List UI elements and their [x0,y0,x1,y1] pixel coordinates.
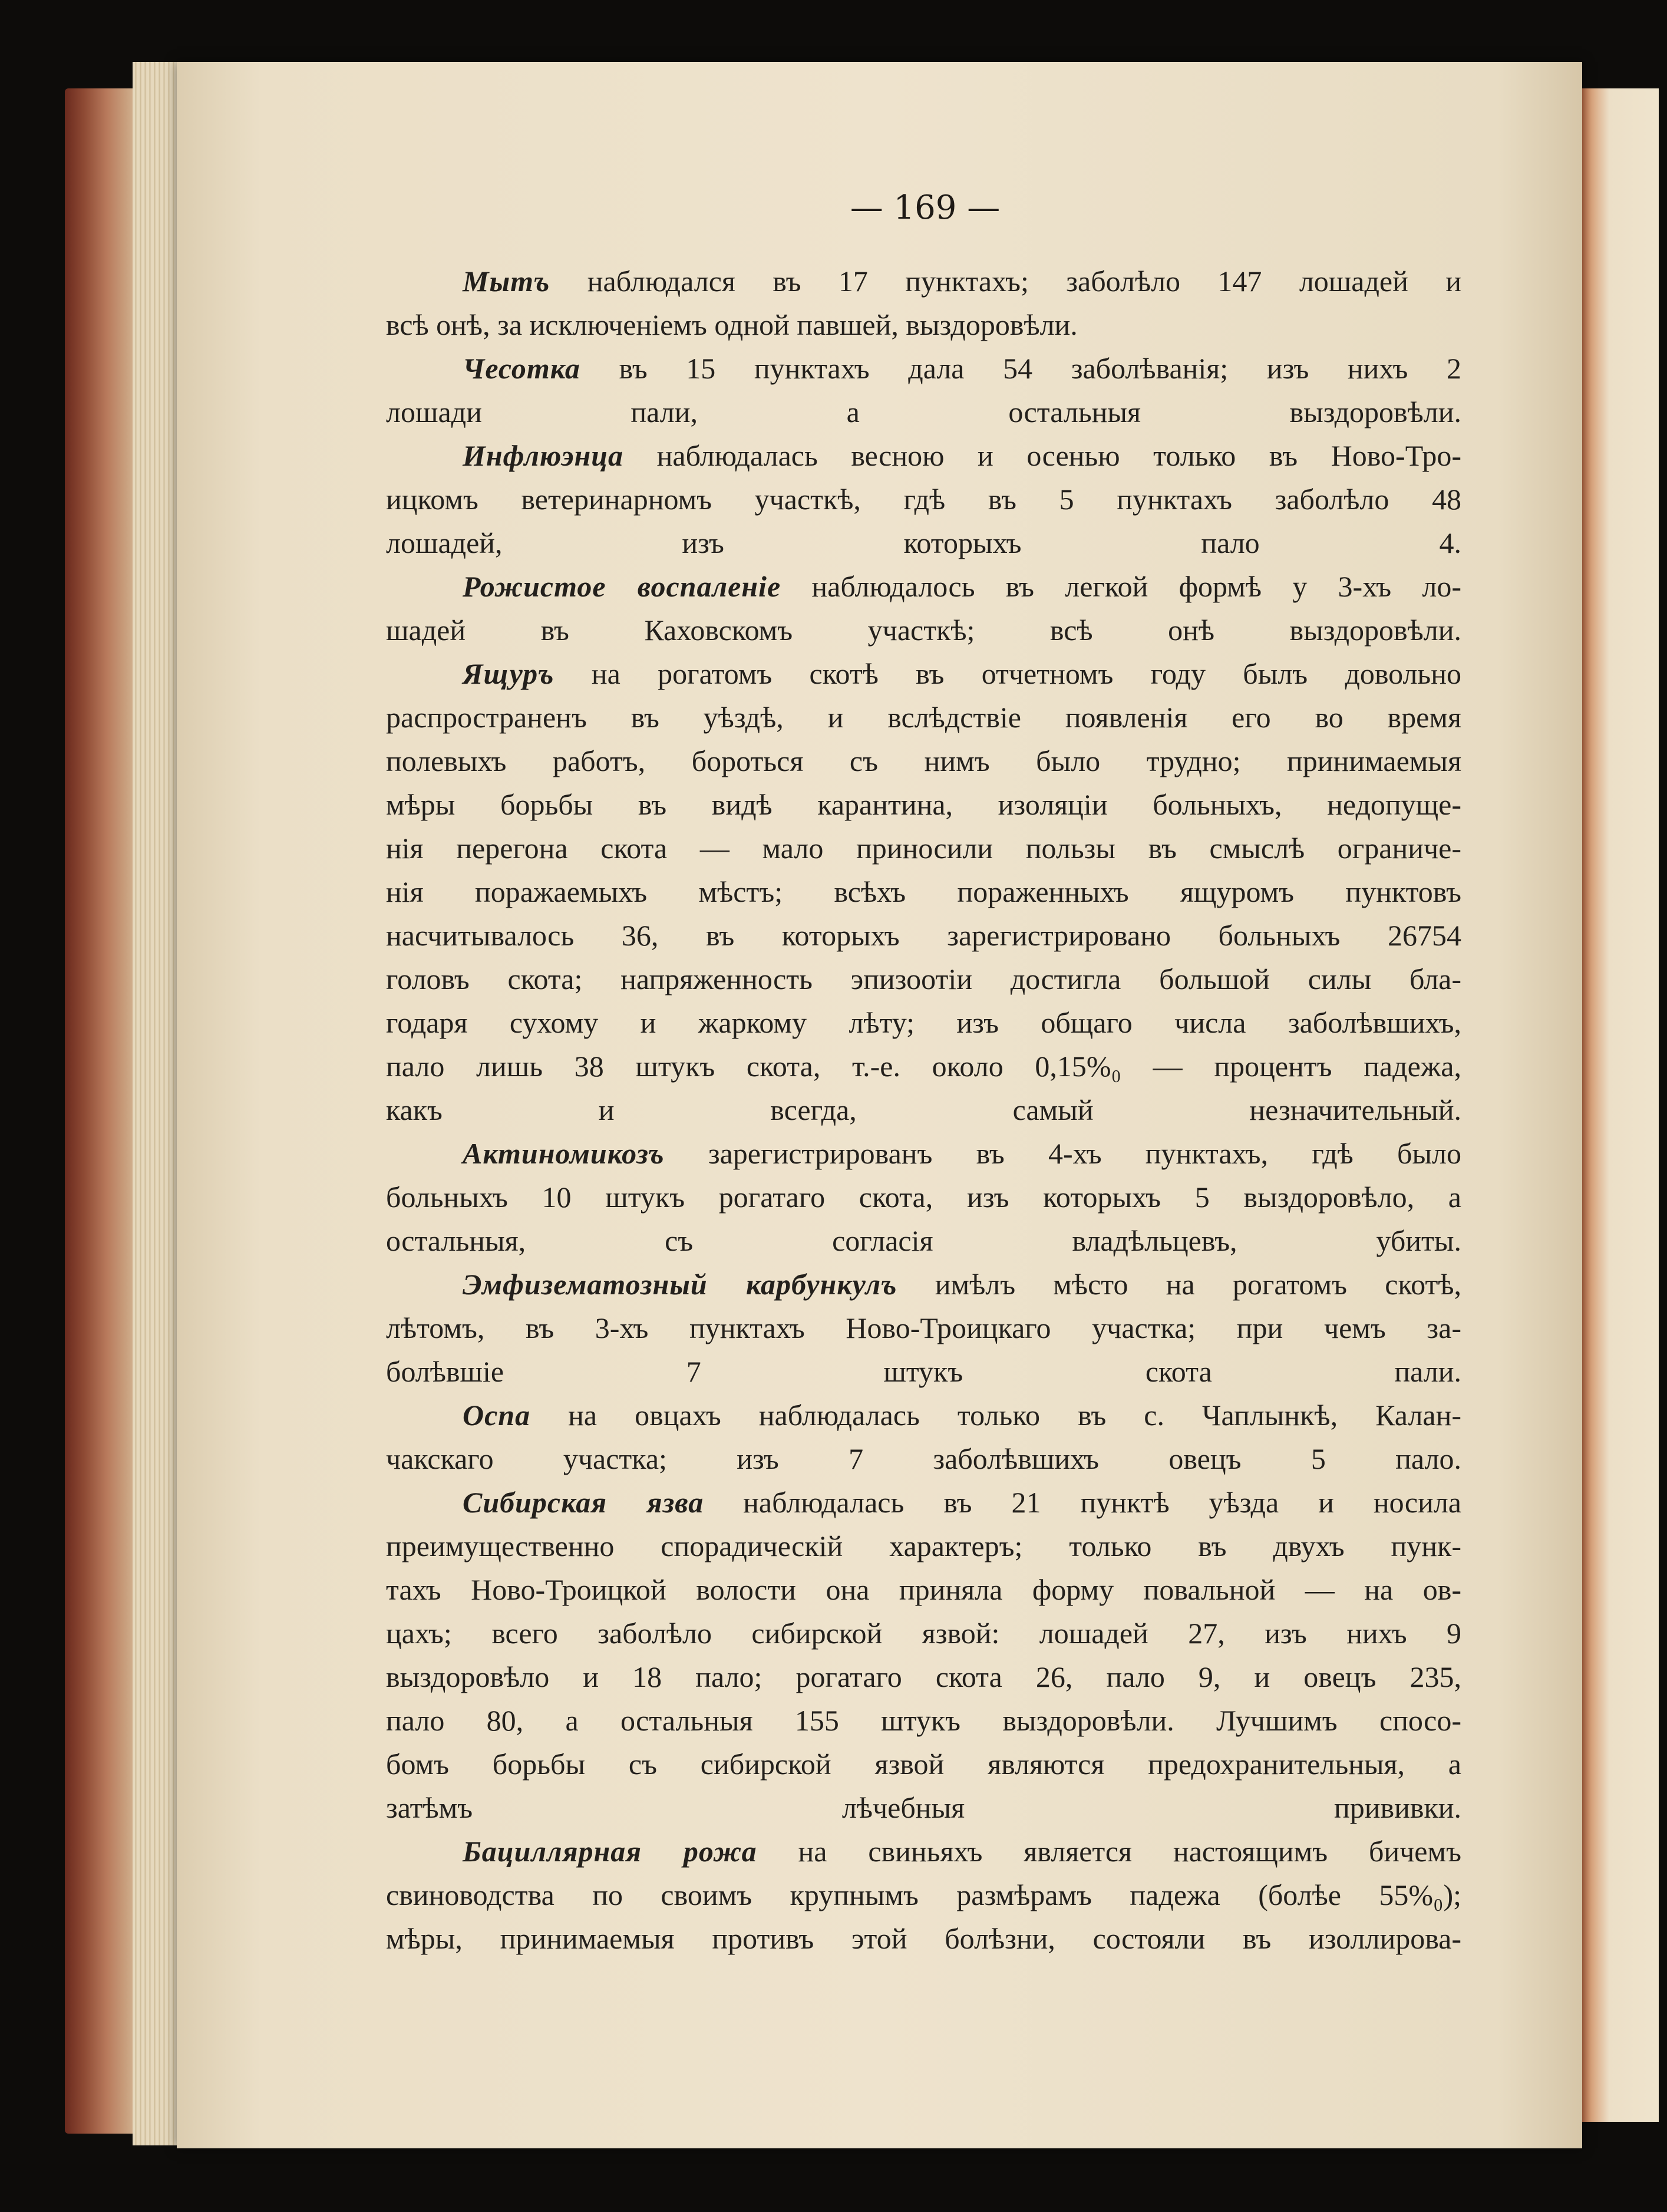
disease-term: Актиномикозъ [463,1137,665,1170]
paragraph-chesotka [386,347,1461,434]
text-line: шадей въ Каховскомъ участкѣ; всѣ онѣ выздоровѣли. [386,614,1461,647]
text-line: Ящуръ на рогатомъ скотѣ въ отчетномъ году былъ довольно [463,657,1461,690]
text-line: головъ скота; напряженность эпизоотіи достигла большой силы бла- [386,962,1461,995]
paragraph-influenza [386,434,1461,565]
paragraph-myt [386,259,1461,347]
facing-page-edge [1576,88,1659,2122]
paragraph-batsillyarnaya-rozha [386,1829,1461,1960]
page-number: — 169 — [850,189,1001,227]
text-line: цахъ; всего заболѣло сибирской язвой: лошадей 27, изъ нихъ 9 [386,1617,1461,1650]
paragraph-rozhistoe [386,565,1461,652]
text-line: годаря сухому и жаркому лѣту; изъ общаго числа заболѣвшихъ, [386,1006,1461,1039]
text-line: Мытъ наблюдался въ 17 пунктахъ; заболѣло 147 лошадей и [463,265,1461,298]
text-line: пало 80, а остальныя 155 штукъ выздоровѣли. Лучшимъ спосо- [386,1704,1461,1737]
text-line: свиноводства по своимъ крупнымъ размѣрамъ падежа (болѣе 55%₀); [386,1878,1461,1911]
text-line: насчитывалось 36, въ которыхъ зарегистрировано больныхъ 26754 [386,919,1461,952]
paragraph-ospa [386,1393,1461,1481]
disease-term: Эмфизематозный карбункулъ [463,1268,897,1301]
text-line: выздоровѣло и 18 пало; рогатаго скота 26, пало 9, и овецъ 235, [386,1660,1461,1693]
disease-term: Оспа [463,1399,531,1432]
text-line: Сибирская язва наблюдалась въ 21 пунктѣ уѣзда и носила [463,1486,1461,1519]
disease-term: Ящуръ [463,657,554,690]
text-line: затѣмъ лѣчебныя прививки. [386,1791,1461,1824]
text-line: лѣтомъ, въ 3-хъ пунктахъ Ново-Троицкаго участка; при чемъ за- [386,1311,1461,1344]
disease-term: Мытъ [463,265,550,298]
disease-term: Бациллярная рожа [463,1835,757,1868]
text-line: Актиномикозъ зарегистрированъ въ 4-хъ пунктахъ, гдѣ было [463,1137,1461,1170]
disease-term: Рожистое воспаленіе [463,570,781,603]
text-line: полевыхъ работъ, бороться съ нимъ было трудно; принимаемыя [386,744,1461,777]
book-cover-edge [65,88,141,2134]
text-line: мѣры борьбы въ видѣ карантина, изоляціи больныхъ, недопуще- [386,788,1461,821]
text-line: больныхъ 10 штукъ рогатаго скота, изъ которыхъ 5 выздоровѣло, а [386,1181,1461,1214]
disease-term: Инфлюэнца [463,439,624,472]
text-line: чакскаго участка; изъ 7 заболѣвшихъ овецъ 5 пало. [386,1442,1461,1475]
text-line: остальныя, съ согласія владѣльцевъ, убиты. [386,1224,1461,1257]
page-text [386,259,1461,1960]
text-line: нія поражаемыхъ мѣстъ; всѣхъ пораженныхъ ящуромъ пунктовъ [386,875,1461,908]
text-line: всѣ онѣ, за исключеніемъ одной павшей, выздоровѣли. [386,308,1078,341]
text-line: нія перегона скота — мало приносили пользы въ смыслѣ ограниче- [386,832,1461,865]
text-line: Оспа на овцахъ наблюдалась только въ с. Чаплынкѣ, Калан- [463,1399,1461,1432]
paragraph-sibirskaya-yazva [386,1481,1461,1829]
text-line: Эмфизематозный карбункулъ имѣлъ мѣсто на рогатомъ скотѣ, [463,1268,1461,1301]
text-line: какъ и всегда, самый незначительный. [386,1093,1461,1126]
text-line: тахъ Ново-Троицкой волости она приняла форму повальной — на ов- [386,1573,1461,1606]
text-line: болѣвшіе 7 штукъ скота пали. [386,1355,1461,1388]
paragraph-emfizematozny [386,1262,1461,1393]
paragraph-aktinomikoz [386,1132,1461,1262]
text-line: Инфлюэнца наблюдалась весною и осенью только въ Ново-Тро- [463,439,1461,472]
text-line: Рожистое воспаленіе наблюдалось въ легкой формѣ у 3-хъ ло- [463,570,1461,603]
text-line: Бациллярная рожа на свиньяхъ является настоящимъ бичемъ [463,1835,1461,1868]
text-line: пало лишь 38 штукъ скота, т.-е. около 0,15%₀ — процентъ падежа, [386,1050,1461,1083]
disease-term: Чесотка [463,352,580,385]
text-line: преимущественно спорадическій характеръ; только въ двухъ пунк- [386,1529,1461,1562]
text-line: мѣры, принимаемыя противъ этой болѣзни, состояли въ изоллирова- [386,1922,1461,1955]
text-line: лошадей, изъ которыхъ пало 4. [386,526,1461,559]
text-line: распространенъ въ уѣздѣ, и вслѣдствіе появленія его во время [386,701,1461,734]
paragraph-yashchur [386,652,1461,1132]
disease-term: Сибирская язва [463,1486,704,1519]
text-line: бомъ борьбы съ сибирской язвой являются предохранительныя, а [386,1748,1461,1781]
text-line: ицкомъ ветеринарномъ участкѣ, гдѣ въ 5 пунктахъ заболѣло 48 [386,483,1461,516]
text-line: лошади пали, а остальныя выздоровѣли. [386,395,1461,428]
text-line: Чесотка въ 15 пунктахъ дала 54 заболѣванія; изъ нихъ 2 [463,352,1461,385]
